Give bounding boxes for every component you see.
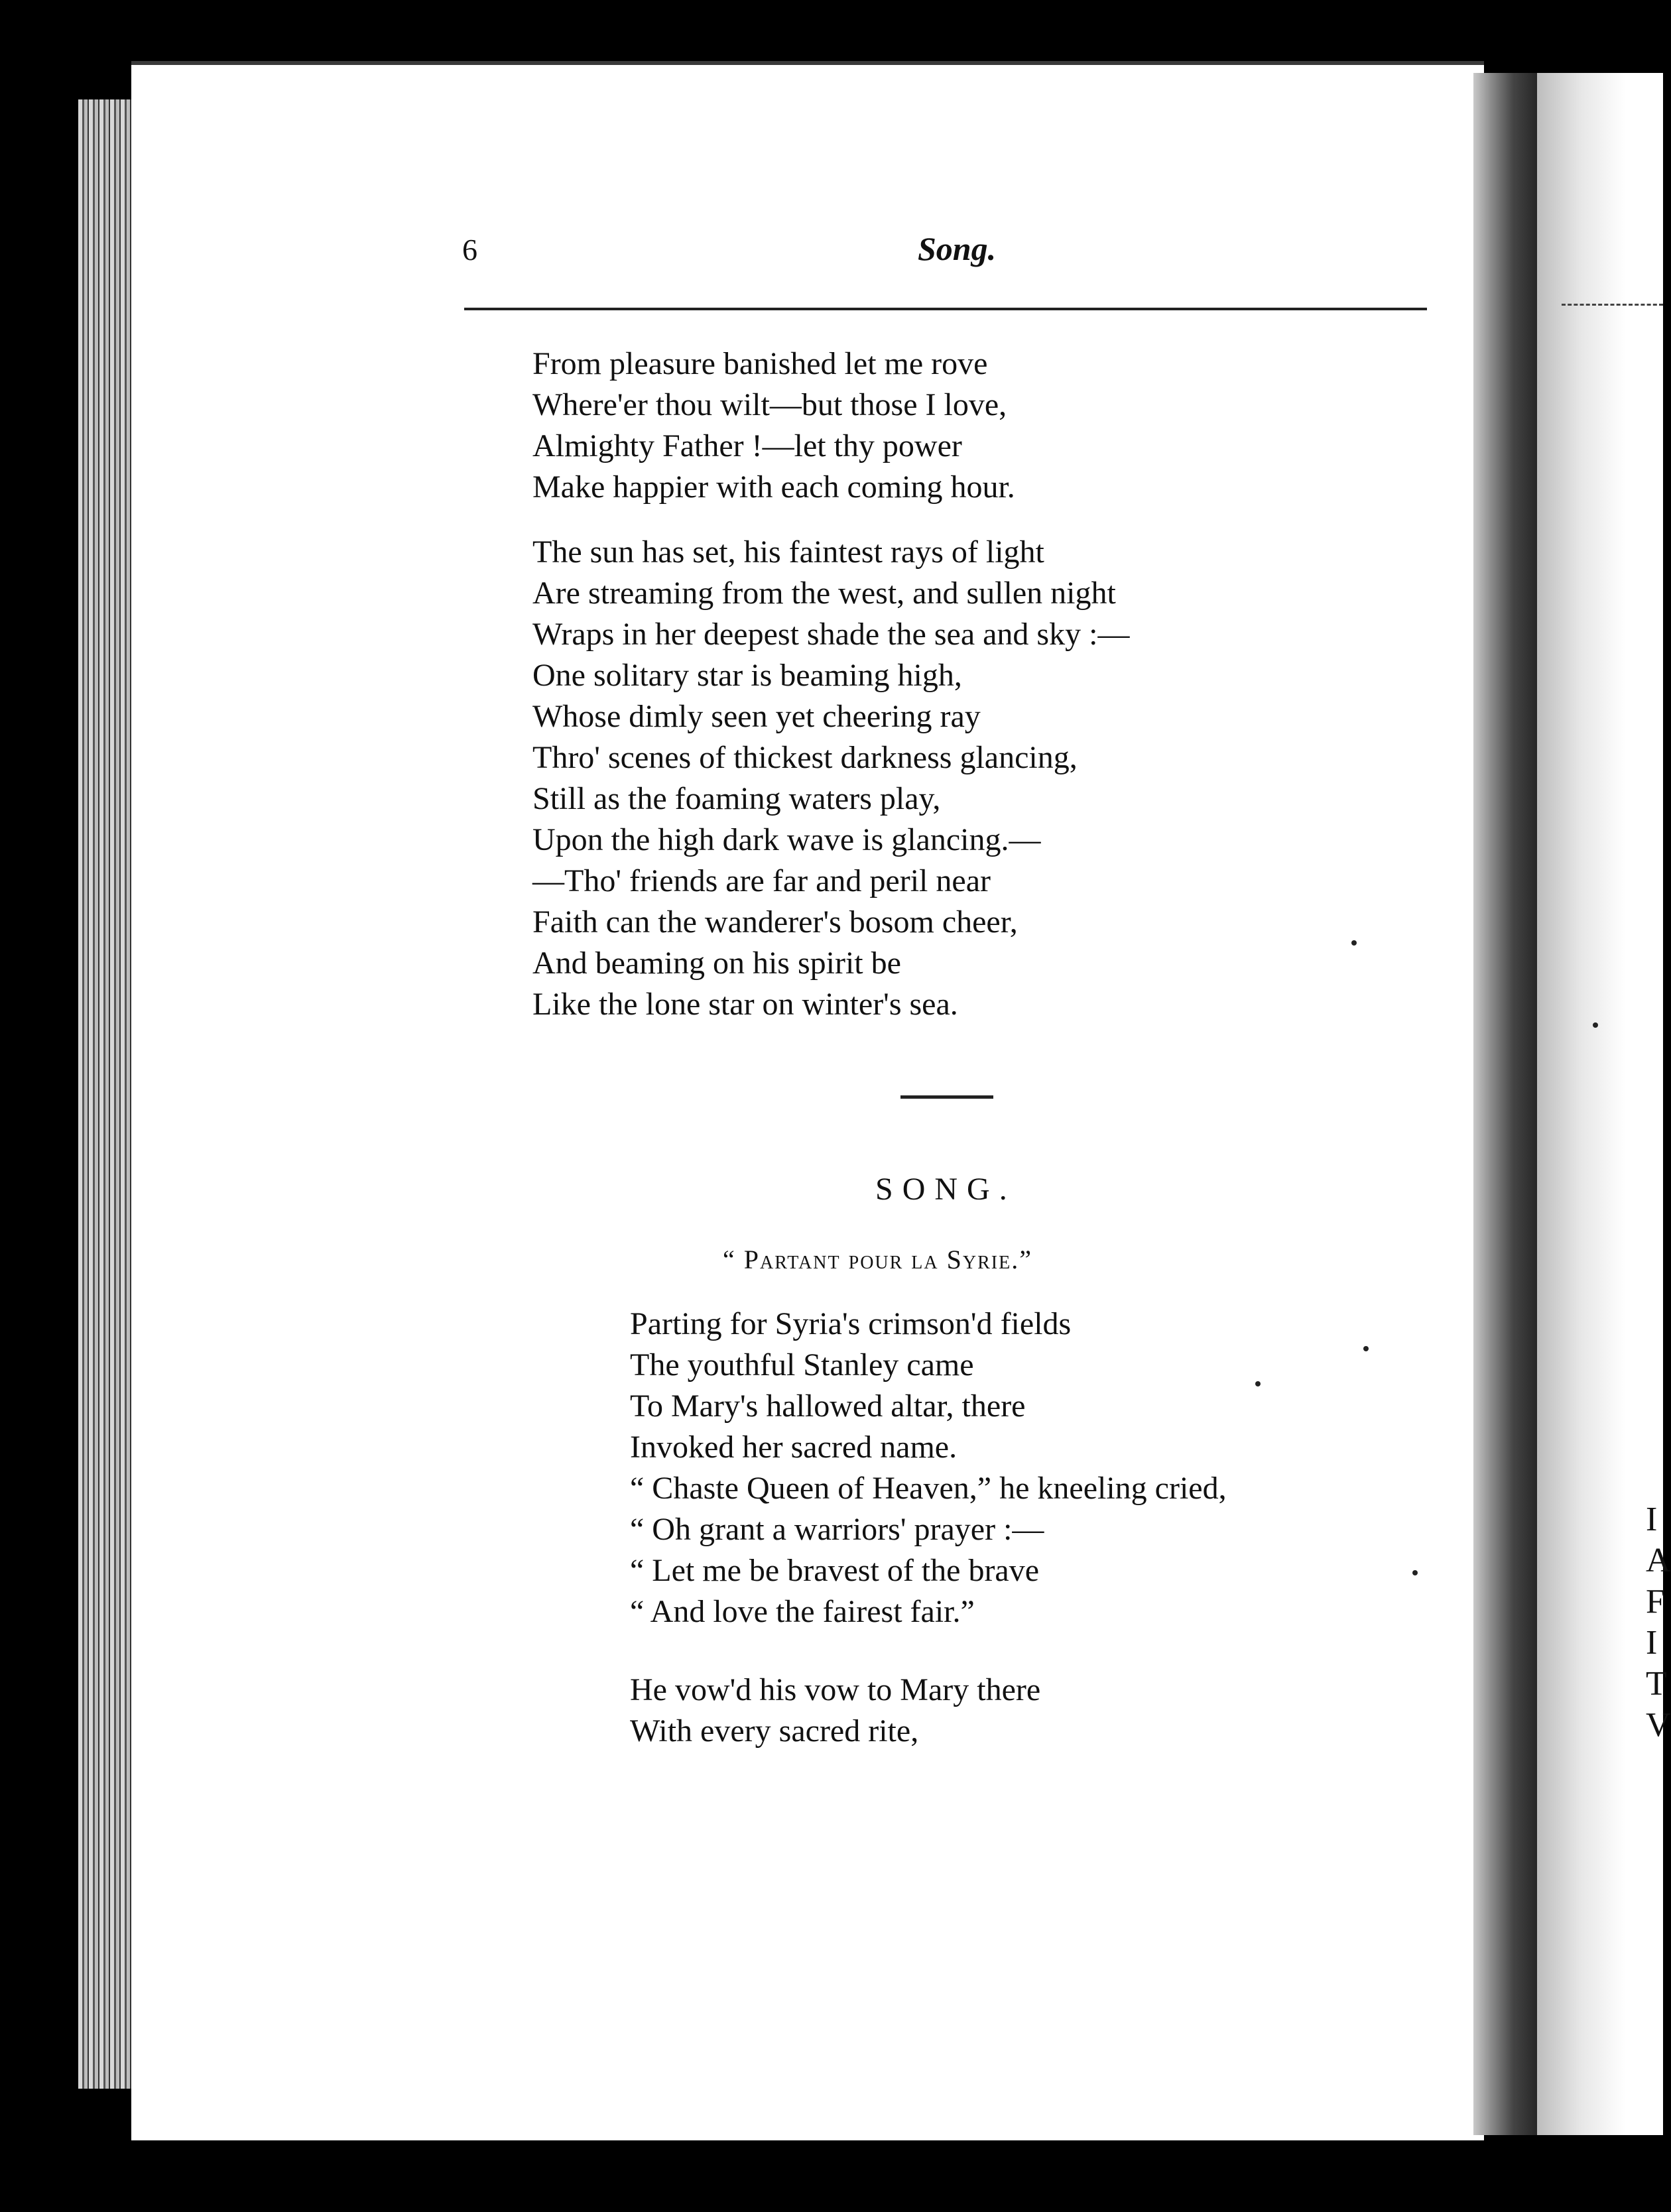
poem-line: One solitary star is beaming high, [532,658,962,693]
section-divider [900,1095,993,1099]
ink-speck [1412,1570,1418,1575]
song-line: “ Oh grant a warriors' prayer :— [630,1512,1044,1547]
song-subtitle: “ Partant pour la Syrie.” [723,1245,1032,1274]
song-line: With every sacred rite, [630,1713,919,1749]
book-gutter [1473,73,1546,2135]
facing-page-letter: V [1646,1706,1671,1744]
poem-line: Whose dimly seen yet cheering ray [532,699,981,734]
poem-line: Are streaming from the west, and sullen night [532,576,1116,611]
ink-speck [1363,1346,1369,1351]
poem-stanza [532,343,1015,508]
song-line: “ And love the fairest fair.” [630,1594,975,1629]
song-line: The youthful Stanley came [630,1347,974,1382]
poem-line: Wraps in her deepest shade the sea and sky :— [532,617,1130,652]
song-line: Parting for Syria's crimson'd fields [630,1306,1072,1341]
song-line: He vow'd his vow to Mary there [630,1672,1041,1707]
poem-line: Almighty Father !—let thy power [532,428,962,463]
poem-line: Like the lone star on winter's sea. [532,987,958,1022]
song-title: SONG. [875,1172,1017,1207]
facing-page-letter: A [1646,1542,1671,1579]
poem-line: Still as the foaming waters play, [532,781,941,816]
song-line: “ Chaste Queen of Heaven,” he kneeling cried, [630,1471,1227,1506]
facing-page-letter: I [1646,1501,1658,1538]
poem-line: Faith can the wanderer's bosom cheer, [532,904,1018,940]
song-line: “ Let me be bravest of the brave [630,1553,1040,1588]
song-line: To Mary's hallowed altar, there [630,1388,1026,1424]
song-stanza [630,1670,1040,1752]
running-title: Song. [918,230,997,267]
header-rule [464,308,1427,310]
poem-line: —Tho' friends are far and peril near [532,863,991,898]
song-line: Invoked her sacred name. [630,1430,958,1465]
page-number: 6 [462,233,477,267]
poem-line: Upon the high dark wave is glancing.— [532,822,1041,857]
poem-line: Thro' scenes of thickest darkness glancing, [532,740,1078,775]
song-stanza [630,1304,1227,1632]
poem-line: The sun has set, his faintest rays of light [532,534,1044,570]
poem-line: Where'er thou wilt—but those I love, [532,387,1007,422]
facing-page-header-rule [1562,304,1663,306]
ink-speck [1351,940,1357,946]
poem-line: Make happier with each coming hour. [532,469,1015,505]
poem-line: From pleasure banished let me rove [532,346,988,381]
facing-page [1537,73,1663,2135]
ink-speck [1255,1381,1261,1386]
poem-line: And beaming on his spirit be [532,946,901,981]
page-edges [78,99,137,2089]
facing-page-letter: T [1646,1665,1667,1703]
poem-stanza [532,532,1129,1025]
facing-page-letter: F [1646,1583,1665,1621]
ink-speck [1593,1022,1598,1028]
facing-page-letter: I [1646,1624,1658,1662]
